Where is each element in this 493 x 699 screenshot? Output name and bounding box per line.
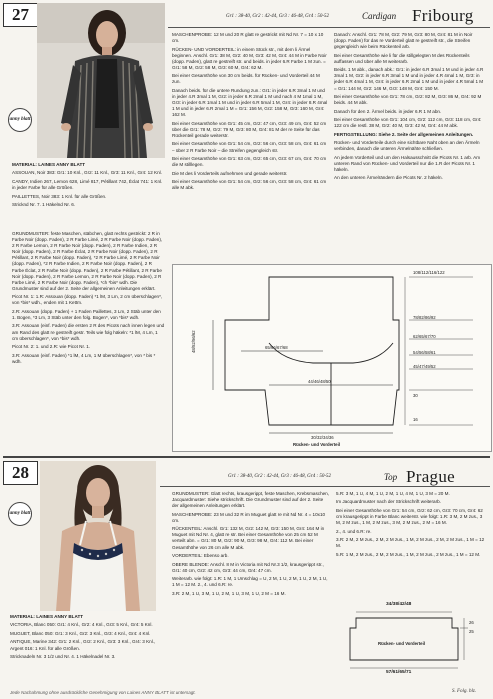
dim-h1: 26 [469, 620, 474, 625]
material-list [12, 162, 165, 232]
grundmuster-text [12, 231, 165, 446]
dim-r1: 78/82/86/92 [413, 315, 436, 320]
anny-blatt-logo: anny blatt [8, 502, 32, 526]
schematic-cardigan [172, 264, 492, 452]
paragraph: 3.R: Assouan (einf. Faden) *1 lM, 4 Lm, 1 M überschlagen*, von * bis * wdh. [12, 352, 156, 364]
paragraph: Bei einer Gesamthöhe von 30 cm beids. für Rücken- und Vorderteil 44 M zun. [172, 73, 320, 85]
material-line: MUGUET, Blanc 050: Gr1: 3 Knl., Gr2: 3 Knl., Gr3: 4 Knl., Gr4: 4 Knl. [10, 630, 151, 636]
size-range: Gr1 : 38-40, Gr2 : 42-44, Gr3 : 46-48, Gr4 : 50-52 [228, 474, 332, 479]
dim-r5: 30 [413, 393, 418, 398]
paragraph: An den unteren Ärmelrändern die Picots Nr. 2 häkeln. [334, 175, 443, 181]
material-line: MATERIAL: LAINES ANNY BLATT [10, 614, 84, 619]
paragraph: 3.R: 2 M, 1 U, 3 M, 1 U, 2 M, 1 U, 3 M, 1 U, 2 M = 16 M. [172, 590, 286, 596]
dim-r4: 45/47/49/52 [413, 364, 436, 369]
pattern-title: Prague [406, 467, 456, 486]
paragraph: Weiterarb. wie folgt: 1.R: 1 M, 1 Umschlag = U, 2 M, 1 U, 2 M, 1 U, 2 M, 1 U, 1 M = 12 M. 2., 4. und 6.R: re. [172, 576, 328, 588]
paragraph: GRUNDMUSTER: feste Maschen, stäbchen, glatt rechts gestrickt: 2 R in Farbe Noir (dopp. Faden), 2 R Farbe Limé, 2 R Farbe Noir (dopp. Faden), 2 R Farbe Lemon, 2 R Farbe Noir (dopp. Faden), 2 R Farbe Indien, 2 R Noir (dopp. Faden), 2 R Farbe Éclat, 2 R Farbe Noir (dopp. Faden), 2 R Pétillant, 2 R Farbe Noir (dopp. Faden), *2 R Farbe Limé, 2 R Farbe Noir (dopp. Faden), *2 R Farbe Indien, 2 R Farbe Noir (dopp. Faden), 2 R Farbe Éclat, 2 R Farbe Noir (dopp. Faden), 2 R Farbe Pétillant, 2 R Farbe Noir (dopp. Faden), 2 R Farbe Lemon, 2 R Farbe Noir (dopp. Faden), 2 R Farbe Limé, 2 R Farbe Noir (dopp. Faden), *ch *bis* wdh. Die Grundmuster sind auf der 2. Seite der allgemeinen Anleitungen erklärt. [12, 231, 163, 291]
schematic-top [336, 588, 488, 680]
paragraph: 2.R: Assouan (dopp. Faden) + 1 Faden Paillettes, 3 Lm, 2 Stäb unter den 1. Bogen, *3 Lm, 3 Stäb unter den folg. Bogen*, von *bis* wdh. [12, 308, 161, 320]
garment-type: Cardigan [362, 11, 397, 21]
paragraph: MASCHENPROBE: 12 M und 20 R glatt re gestrickt mit Nd Nr. 7 = 10 x 10 cm. [172, 32, 324, 44]
dim-r3: 54/56/58/61 [413, 350, 436, 355]
paragraph: Bei einer Gesamthöhe von Gr1: 54 cm, Gr2: 56 cm, Gr3: 58 cm, Gr4: 61 cm – über 2 R Farbe Noir – die Streifen gegengleich str. [172, 141, 327, 153]
dim-mid: 44/46/48/50 [308, 379, 331, 384]
paragraph: 5.R: 1 M, 2 M zus., 2 M, 2 M zus., 1 M, 2 M zus., 2 M zus., 1 M = 12 M. [336, 551, 481, 557]
model-photo [37, 3, 165, 158]
paragraph: RÜCKENTEIL: Anschl. Gr1: 132 M, Gr2: 142 M, Gr3: 150 M, Gr4: 164 M in Muguet mit Nd Nr. 4, glatt re str. Bei einer Gesamthöhe von 25 cm 52 M verteilt abn. = Gr1: 80 M, Gr2: 90 M, Gr3: 98 M, Gr4: 112 M. Bei einer Gesamthöhe von 26 cm alle M abk. [172, 526, 325, 550]
pattern-title: Fribourg [412, 6, 474, 25]
paragraph: 3.R: 2 M, 2 M zus., 2 M, 2 M zus., 1 M, 2 M zus., 2 M, 2 M zus., 1 M = 12 M. [336, 537, 485, 549]
paragraph: RÜCKEN- UND VORDERTEIL: in einem Stück str., mit dem li Ärmel beginnen. Anschl. Gr1: 38 M, Gr2: 40 M, Gr3: 42 M, Gr4: 44 M in Farbe Noir (dopp. Faden), glatt re gestreift str. und beids. in jeder 6.R Farbe 1 M zun. = Gr1: 58 M, Gr2: 58 M, Gr3: 60 M, Gr4: 62 M. [172, 46, 327, 70]
garment-type: Top [384, 472, 398, 482]
paragraph: Danach: Anschl. Gr1: 78 M, Gr2: 79 M, Gr3: 80 M, Gr4: 81 M in Noir (dopp. Faden) für das re Vorderteil glatt re gestreift str., die Streifen gegengleich wie beim Rückenteil arb. [334, 32, 473, 50]
dim-bottom: 57/61/65/71 [386, 670, 412, 675]
pattern-number: 28 [3, 461, 38, 485]
footer-page-ref: S. Folg. blz. [452, 689, 477, 694]
paragraph: Bei einer Gesamthöhe von Gr1: 63 cm, Gr2: 65 cm, Gr3: 67 cm, Gr4: 70 cm die M stilllegen. [172, 156, 327, 168]
dim-left: 48/52/56/62 [191, 330, 196, 353]
paragraph: GRUNDMUSTER: Glatt rechts, krausgerippt, feste Maschen, Krebsmaschen, Jacquardmuster: Siehe strickschrift. Die Grundmuster sind auf der 2. Seite der allgemeinen Anleitungen erklärt. [172, 491, 330, 509]
material-line: Stricknd Nr. 7. 1 Häkelnd Nr. 6. [12, 202, 76, 208]
material-line: PAILLETTES, Noir 383: 1 Knl. für alle Größen. [12, 193, 107, 199]
paragraph: Im Jacquardmuster nach der Strickschrift weiterarb. [336, 499, 441, 505]
paragraph: Bei einer Gesamthöhe von Gr1: 54 cm, Gr2: 62 cm, Gr3: 70 cm, Gr4: 62 cm krausgerippt in Farbe Blanc weiterstr. wie folgt: 1.R: 3 M, 2 M zus., 3 M, 2 M zus., 1 M, 2 M zus., 3 M, 2 M zus., 2 M = 16 M. [336, 507, 483, 526]
schematic-caption: Rücken- und Vorderteil [293, 442, 340, 447]
paragraph: Bei einer Gesamthöhe von Gr1: 78 cm, Gr2: 82 M, Gr3: 86 M, Gr4: 92 M beids. 44 M abk. [334, 94, 482, 106]
instructions-column-3 [336, 491, 488, 581]
material-line: MATERIAL: LAINES ANNY BLATT [12, 162, 86, 167]
paragraph: 3.R: Assouan (einf. Faden) die ersten 2 R des Picots nach innen legen und am Rand des glatt re gestreift gestr. Teils wie folg häkeln: *1 lM, 4 Lm, 1 cm überschlagen*, von *bis* wdh. [12, 323, 165, 341]
model-photo [40, 461, 156, 611]
paragraph: MASCHENPROBE: 23 M und 32 R im Muguet glatt re mit Nd Nr. 4 = 10x10 cm. [172, 511, 326, 523]
paragraph: 2., 4. und 6.R: re. [336, 528, 372, 534]
paragraph: Picot Nr. 1: 1.R: Assouan (dopp. Faden) *1 lM, 3 Lm, 2 cm überschlagen*, von *bis* wdh., enden mit 1 Kettm. [12, 294, 163, 306]
material-line: VICTORIA, Blanc 050: Gr1: 4 Knl., Gr2: 4 Knl., Gr3: 5 Knl., Gr4: 5 Knl. [10, 622, 153, 628]
dim-r6: 16 [413, 417, 418, 422]
paragraph: Die M des li Vorderteils aufnehmen und gerade weiterstr. [172, 170, 288, 176]
paragraph: Bei einer Gesamthöhe von Gr1: 104 cm, Gr2: 112 cm, Gr3: 118 cm, Gr4: 122 cm die restl. 38 M, Gr2: 40 M, Gr3: 42 M, Gr4: 44 M abk. [334, 117, 482, 129]
paragraph: Bei einer Gesamthöhe wie li für die stillgelegten M des Rückenteils auffassen und über alle M weiterarb. [334, 52, 470, 64]
material-line: Stricknadeln Nr. 3 1/2 und Nr. 4. 1 Häkelnadel Nr. 3. [10, 654, 116, 660]
instructions-column-2 [172, 32, 328, 262]
header-rule [168, 27, 490, 28]
paragraph: Bei einer Gesamthöhe von Gr1: 54 cm, Gr2: 56 cm, Gr3: 58 cm, Gr4: 61 cm alle M abk. [172, 179, 327, 191]
instructions-column-2 [172, 491, 330, 691]
paragraph: Rücken- und Vorderteile durch eine sichtbare Naht oben an den Ärmeln verbinden, danach die unteren Ärmelnähte schließen. [334, 140, 480, 152]
paragraph: VORDERTEIL: Ebenso arb. [172, 553, 229, 559]
paragraph: Bei einer Gesamthöhe von Gr1: 45 cm, Gr2: 47 cm, Gr3: 49 cm, Gr4: 52 cm über die Gr1: 78 M, Gr2: 79 M, Gr3: 80 M, Gr4: 81 M der re Seite für das Rückenteil gerade weiterstr. [172, 120, 327, 138]
paragraph: Beids. 1 M abk., danach abk.: Gr1: in jeder 6.R 3mal 1 M und in jeder 4.R 3mal 1 M, Gr2: in jeder 6.R 3mal 1 M und in jeder 4.R 4mal 1 M, Gr3: in jeder 6.R 4mal 1 M, Gr4: in jeder 6.R 2mal 1 M und in jeder 4.R 5mal 1 M = Gr1: 144 M, Gr2: 146 M, Gr3: 148 M, Gr4: 150 M. [334, 67, 484, 91]
paragraph: OBERE BLENDE: Anschl. 8 M in Victoria mit Nd Nr.3 1/2, krausgerippt str., Gr1: 40 cm, Gr2: 42 cm, Gr3: 44 cm, Gr4: 47 cm. [172, 561, 324, 573]
paragraph: An jedem Vorderteil und um den Halsausschnitt die Picots Nr. 1 arb. Am unteren Rand von Rücken- und Vorderteil nur die 1.R der Picots Nr. 1 häkeln. [334, 154, 481, 172]
paragraph: 5.R: 3 M, 1 U, 4 M, 1 U, 2 M, 1 U, 4 M, 1 U, 3 M = 20 M. [336, 491, 450, 496]
dim-h2: 25 [469, 629, 474, 634]
footer-note: Jede Nachahmung ohne ausdrückliche Genehmigung von Laines ANNY BLATT ist untersagt. [10, 690, 196, 695]
header-rule [160, 486, 490, 487]
schematic-caption: Rücken- und Vorderteil [378, 641, 425, 646]
dim-bottom: 30/32/34/36 [311, 435, 334, 440]
dim-top: 108/112/116/122 [413, 270, 445, 275]
paragraph: Danach beids. für die untere Rundung zun.: Gr1: in jeder 6.R 3mal 1 M und in jeder 4.R 3mal 1 M, Gr2: in jeder 6.R 2mal 1 M und nach 4 M 1mal 1 M, Gr3: in jeder 6.R 1mal 1 M und in jeder 6.R 5mal 1 M, Gr4: in jeder 8.R 4mal 1 M und in jeder 6.R 2mal 1 M = Gr1: 156 M, Gr2: 158 M, Gr3: 160 M, Gr4: 162 M. [172, 87, 328, 118]
paragraph: FERTIGSTELLUNG: Siehe 2. Seite der allgemeinen Anleitungen. [334, 131, 474, 137]
material-list [10, 614, 160, 694]
dim-r2: 62/65/67/70 [413, 334, 436, 339]
material-line: CANDY, Indien 267, Lemon 628, Limé 817, Pétillant 742, Éclat 741: 1 Knl. in jeder Farbe für alle Größen. [12, 178, 163, 191]
pattern-number: 27 [3, 3, 38, 27]
material-line: ASSOUAN, Noir 383: Gr1: 10 Knl., Gr2: 11 Knl., Gr3: 11 Knl., Gr4: 12 Knl. [12, 170, 162, 176]
anny-blatt-logo: anny blatt [8, 108, 32, 132]
paragraph: Picot Nr. 2: 1. und 2.R: wie Picot Nr. 1. [12, 344, 91, 350]
section-28 [0, 458, 493, 699]
paragraph: Danach für den 2. Ärmel beids. in jeder 6.R 1 M abn. [334, 108, 442, 114]
dim-top: 34/38/42/48 [386, 602, 412, 607]
dim-inner: 65/66/67/68 [265, 345, 288, 350]
material-line: ANTIQUE, Marine 342: Gr1: 2 Knl., Gr2: 2 Knl., Gr3: 3 Knl., Gr4: 3 Knl., Argent 016: 1 Knl. für alle Größen. [10, 639, 156, 651]
instructions-column-3 [334, 32, 486, 262]
size-range: Gr1 : 38-40, Gr2 : 42-44, Gr3 : 46-48, Gr4 : 50-52 [226, 14, 330, 19]
